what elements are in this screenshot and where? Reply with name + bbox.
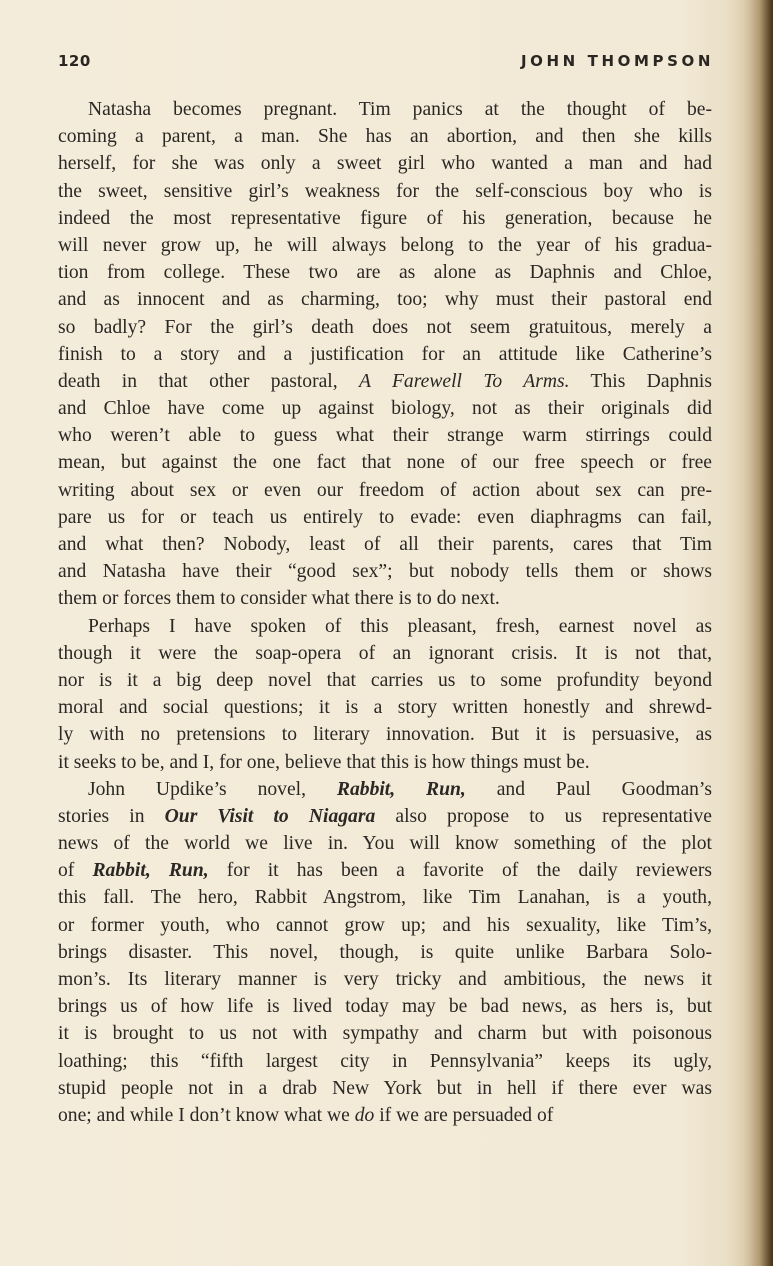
text-run: finish to a story and a justification for an attitude like Catherine’s [58,343,712,365]
text-run: who weren’t able to guess what their strange warm stirrings could [58,425,712,447]
text-line [58,830,712,857]
text-run: and what then? Nobody, least of all their parents, cares that Tim [58,534,712,555]
text-run: writing about sex or even our freedom of action about sex can pre- [58,479,712,501]
text-line [58,912,712,939]
text-line [58,694,712,721]
text-run: if we are persuaded of [374,1104,554,1126]
text-run: and Natasha have their “good sex”; but nobody tells them or shows [58,561,712,583]
text-run: herself, for she was only a sweet girl who wanted a man and had [58,153,712,175]
text-line [58,721,712,748]
body-text [58,96,712,1129]
text-run: loathing; this “fifth largest city in Pennsylvania” keeps its ugly, [58,1050,712,1072]
text-run: John Updike’s novel, [88,778,337,800]
text-run: and Chloe have come up against biology, not as their originals did [58,398,712,420]
text-line [58,123,712,150]
text-line [58,613,712,640]
text-run: though it were the soap-opera of an ignorant crisis. It is not that, [58,642,712,664]
text-run: mon’s. Its literary manner is very tricky and ambitious, the news it [58,969,712,990]
text-run: This Daphnis [569,370,712,392]
text-line [58,1048,712,1075]
text-run: for it has been a favorite of the daily reviewers [208,860,712,882]
emphasized-text: do [354,1104,375,1126]
text-line [58,803,712,830]
text-run: mean, but against the one fact that none of our free speech or free [58,452,712,474]
text-run: will never grow up, he will always belong to the year of his gradua- [58,234,712,256]
text-line [58,395,712,422]
text-run: it is brought to us not with sympathy and charm but with poisonous [58,1023,712,1045]
text-line [58,259,712,286]
text-run: news of the world we live in. You will know something of the plot [58,833,712,855]
paragraph [58,776,712,1129]
text-line [58,884,712,911]
text-run: of [58,860,93,882]
text-line [58,504,712,531]
page-header [58,52,714,80]
text-run: them or forces them to consider what there is to do next. [58,588,500,610]
text-run: or former youth, who cannot grow up; and his sexuality, like Tim’s, [58,914,712,936]
text-line [58,449,712,476]
text-run: one; and while I don’t know what we [58,1104,355,1126]
text-run: it seeks to be, and I, for one, believe that this is how things must be. [58,751,590,773]
text-line [58,150,712,177]
text-run: so badly? For the girl’s death does not seem gratuitous, merely a [58,316,712,338]
text-line [58,776,712,803]
emphasized-text: A Farewell To Arms. [359,370,570,392]
text-line [58,96,712,123]
emphasized-text: Our Visit to Niagara [164,805,376,827]
text-line [58,966,712,993]
text-run: tion from college. These two are as alone as Daphnis and Chloe, [58,262,712,284]
paragraph [58,613,712,776]
text-run: brings disaster. This novel, though, is quite unlike Barbara Solo- [58,941,712,963]
text-line [58,993,712,1020]
text-run: stupid people not in a drab New York but in hell if there ever was [58,1077,712,1099]
text-line [58,1075,712,1102]
text-line [58,640,712,667]
text-run: and Paul Goodman’s [465,778,713,800]
text-run: death in that other pastoral, [58,370,359,392]
text-run: the sweet, sensitive girl’s weakness for the self-conscious boy who is [58,180,712,202]
text-line [58,1102,712,1129]
text-line [58,232,712,259]
text-run: this fall. The hero, Rabbit Angstrom, like Tim Lanahan, is a youth, [58,887,712,909]
text-run: moral and social questions; it is a story written honestly and shrewd- [58,697,712,719]
text-run: brings us of how life is lived today may be bad news, as hers is, but [58,996,712,1018]
emphasized-text: Rabbit, Run, [92,860,209,882]
paragraph [58,96,712,613]
page-number: 120 [58,52,91,70]
text-run: Natasha becomes pregnant. Tim panics at the thought of be- [88,99,712,120]
text-line [58,368,712,395]
running-head: JOHN THOMPSON [520,52,714,70]
text-line [58,205,712,232]
text-line [58,286,712,313]
text-line [58,531,712,558]
text-line [58,341,712,368]
text-run: indeed the most representative figure of his generation, because he [58,207,712,229]
text-line [58,1020,712,1047]
text-line [58,749,712,776]
text-run: Perhaps I have spoken of this pleasant, fresh, earnest novel as [88,615,712,637]
text-line [58,422,712,449]
text-run: pare us for or teach us entirely to evade: even diaphragms can fail, [58,506,712,528]
text-line [58,314,712,341]
text-run: ly with no pretensions to literary innovation. But it is persuasive, as [58,724,712,746]
text-line [58,477,712,504]
text-run: nor is it a big deep novel that carries us to some profundity beyond [58,669,712,691]
text-run: and as innocent and as charming, too; why must their pastoral end [58,289,712,311]
text-line [58,178,712,205]
text-run: coming a parent, a man. She has an abortion, and then she kills [58,126,712,148]
text-line [58,939,712,966]
text-line [58,857,712,884]
text-run: stories in [58,805,165,827]
text-run: also propose to us representative [375,805,712,827]
text-line [58,585,712,612]
text-line [58,667,712,694]
emphasized-text: Rabbit, Run, [336,778,466,800]
text-line [58,558,712,585]
book-binding-shadow [743,0,773,1266]
